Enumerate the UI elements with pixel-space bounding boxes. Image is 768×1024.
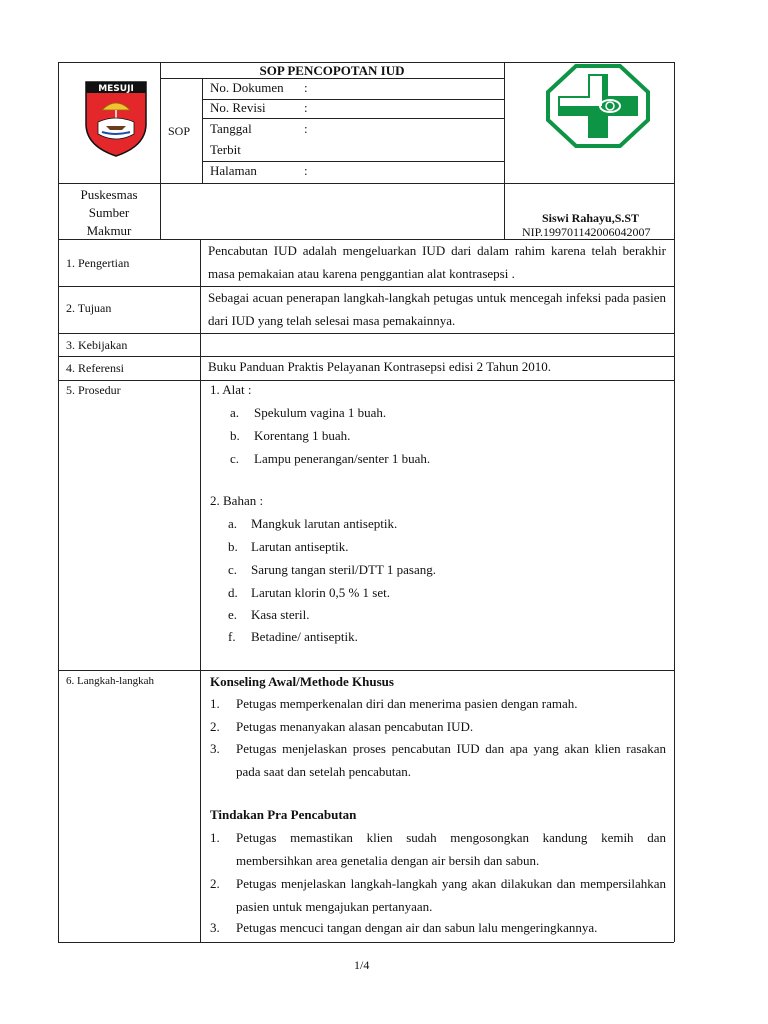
label-tujuan: 2. Tujuan — [66, 301, 112, 315]
label-prosedur: 5. Prosedur — [66, 383, 121, 397]
row-line-3 — [58, 333, 674, 334]
label-referensi: 4. Referensi — [66, 361, 124, 375]
org-name — [58, 186, 160, 240]
list-item: Petugas memperkenalan diri dan menerima pasien dengan ramah. — [236, 696, 578, 711]
list-marker: c. — [230, 451, 240, 466]
list-item: Spekulum vagina 1 buah. — [254, 405, 387, 420]
list-item: Petugas menanyakan alasan pencabutan IUD. — [236, 719, 474, 734]
logo-divider — [160, 62, 161, 239]
list-marker: 3. — [210, 741, 220, 756]
page-number: 1/4 — [354, 958, 370, 972]
row-line-6 — [58, 670, 674, 671]
field-no-dokumen — [210, 80, 284, 96]
list-item: Sarung tangan steril/DTT 1 pasang. — [251, 562, 436, 577]
list-marker: b. — [228, 539, 238, 554]
field-terbit: Terbit — [210, 142, 241, 157]
org-line: Makmur — [86, 223, 132, 238]
row-line-4 — [58, 356, 674, 357]
right-border — [674, 62, 675, 942]
sop-divider — [202, 78, 203, 183]
header-line — [58, 183, 674, 184]
signer-name: Siswi Rahayu,S.ST — [542, 211, 640, 225]
list-item: Korentang 1 buah. — [254, 428, 351, 443]
list-item: Lampu penerangan/senter 1 buah. — [254, 451, 431, 466]
field-sep: : — [304, 121, 308, 136]
sop-label: SOP — [168, 124, 191, 138]
heading-konseling: Konseling Awal/Methode Khusus — [210, 674, 394, 689]
list-item: Petugas memastikan klien sudah mengosongkan kandung kemih dan membersihkan area genetalia dengan air bersih dan sabun. — [236, 830, 666, 868]
list-item: Larutan antiseptik. — [251, 539, 349, 554]
mesuji-logo — [80, 78, 152, 158]
list-item: Mangkuk larutan antiseptik. — [251, 516, 398, 531]
field-sep: : — [304, 100, 308, 115]
list-marker: e. — [228, 607, 238, 622]
list-marker: 3. — [210, 920, 220, 935]
tujuan-text: Sebagai acuan penerapan langkah-langkah petugas untuk mencegah infeksi pada pasien dari IUD yang telah selesai masa pemakainnya. — [208, 290, 666, 328]
label-divider — [200, 239, 201, 942]
field-sep: : — [304, 80, 308, 95]
label-pengertian: 1. Pengertian — [66, 256, 130, 270]
org-line: Sumber — [88, 205, 130, 220]
heading-pra-pencabutan: Tindakan Pra Pencabutan — [210, 807, 357, 822]
label-kebijakan: 3. Kebijakan — [66, 338, 128, 352]
list-marker: 1. — [210, 830, 220, 845]
puskesmas-logo — [546, 64, 650, 148]
referensi-text: Buku Panduan Praktis Pelayanan Kontrasepsi edisi 2 Tahun 2010. — [208, 359, 551, 374]
list-marker: f. — [228, 629, 236, 644]
list-marker: a. — [228, 516, 238, 531]
list-marker: 2. — [210, 719, 220, 734]
list-marker: d. — [228, 585, 238, 600]
org-line: Puskesmas — [80, 187, 138, 202]
field-line-2 — [202, 118, 504, 119]
list-item: Betadine/ antiseptik. — [251, 629, 358, 644]
list-item: Kasa steril. — [251, 607, 310, 622]
field-halaman: Halaman — [210, 163, 257, 178]
row-line-5 — [58, 380, 674, 381]
list-marker: b. — [230, 428, 240, 443]
label-langkah: 6. Langkah-langkah — [66, 675, 154, 687]
list-item: Petugas mencuci tangan dengan air dan sabun lalu mengeringkannya. — [236, 920, 598, 935]
mesuji-logo-text: MESUJI — [98, 84, 134, 94]
list-marker: 1. — [210, 696, 220, 711]
pengertian-text: Pencabutan IUD adalah mengeluarkan IUD dari dalam rahim karena telah berakhir masa pemakaian atau karena penggantian alat kontrasepsi . — [208, 243, 666, 281]
field-label: No. Dokumen — [210, 80, 284, 95]
field-line-3 — [202, 161, 504, 162]
alat-title: 1. Alat : — [210, 382, 252, 397]
list-marker: a. — [230, 405, 240, 420]
right-logo-divider — [504, 62, 505, 239]
field-sep: : — [304, 163, 308, 178]
list-item: Petugas menjelaskan langkah-langkah yang akan dilakukan dan mempersilahkan pasien untuk mengajukan pertanyaan. — [236, 876, 666, 914]
bottom-line — [58, 942, 674, 943]
list-marker: c. — [228, 562, 238, 577]
field-no-revisi: No. Revisi — [210, 100, 266, 115]
document-title: SOP PENCOPOTAN IUD — [259, 63, 405, 78]
field-tanggal: Tanggal — [210, 121, 252, 136]
list-item: Petugas menjelaskan proses pencabutan IUD dan apa yang akan klien rasakan pada saat dan setelah pencabutan. — [236, 741, 666, 779]
list-item: Larutan klorin 0,5 % 1 set. — [251, 585, 390, 600]
bahan-title: 2. Bahan : — [210, 493, 264, 508]
signer-nip: NIP.199701142006042007 — [522, 225, 651, 239]
list-marker: 2. — [210, 876, 220, 891]
